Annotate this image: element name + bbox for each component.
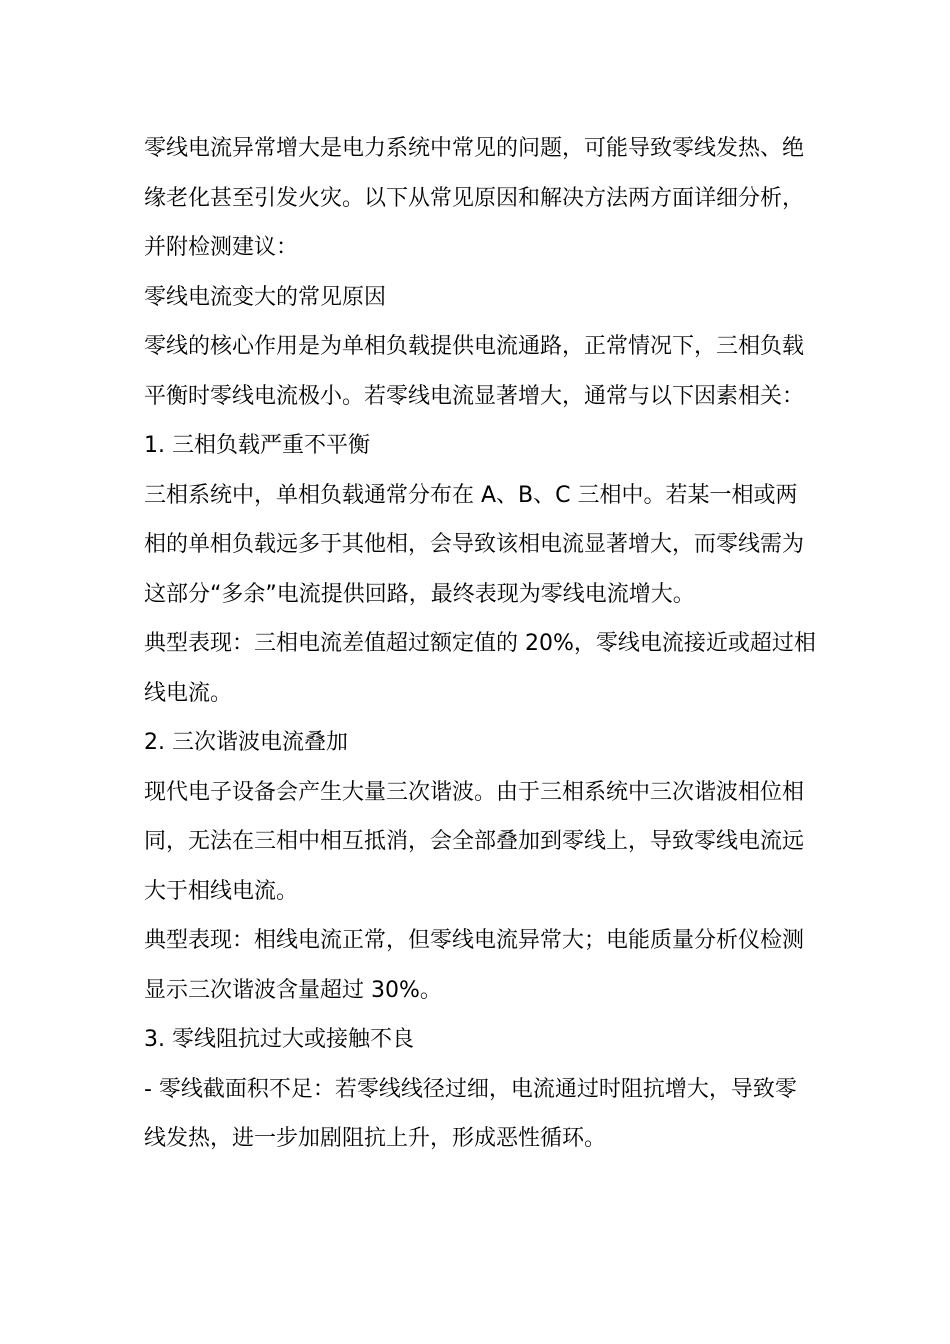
document-body: [144, 124, 816, 1164]
cause-1-description: 三相系统中，单相负载通常分布在 A、B、C 三相中。若某一相或两相的单相负载远多于其他相，会导致该相电流显著增大，而零线需为这部分“多余”电流提供回路，最终表现为零线电流增大。: [144, 482, 805, 607]
cause-1-symptom: 典型表现：三相电流差值超过额定值的 20%，零线电流接近或超过相线电流。: [144, 631, 816, 706]
cause-1-heading: 1. 三相负载严重不平衡: [144, 433, 370, 458]
causes-intro-paragraph: 零线的核心作用是为单相负载提供电流通路，正常情况下，三相负载平衡时零线电流极小。若零线电流显著增大，通常与以下因素相关：: [144, 334, 805, 409]
cause-3-heading: 3. 零线阻抗过大或接触不良: [144, 1027, 414, 1052]
cause-2-symptom: 典型表现：相线电流正常，但零线电流异常大；电能质量分析仪检测显示三次谐波含量超过 30%。: [144, 928, 805, 1003]
intro-paragraph: 零线电流异常增大是电力系统中常见的问题，可能导致零线发热、绝缘老化甚至引发火灾。以下从常见原因和解决方法两方面详细分析，并附检测建议：: [144, 136, 805, 260]
cause-2-heading: 2. 三次谐波电流叠加: [144, 730, 348, 755]
cause-2-description: 现代电子设备会产生大量三次谐波。由于三相系统中三次谐波相位相同，无法在三相中相互抵消，会全部叠加到零线上，导致零线电流远大于相线电流。: [144, 779, 805, 904]
cause-3-item-1: - 零线截面积不足：若零线线径过细，电流通过时阻抗增大，导致零线发热，进一步加剧阻抗上升，形成恶性循环。: [144, 1076, 797, 1151]
section-heading-causes: 零线电流变大的常见原因: [144, 284, 387, 310]
